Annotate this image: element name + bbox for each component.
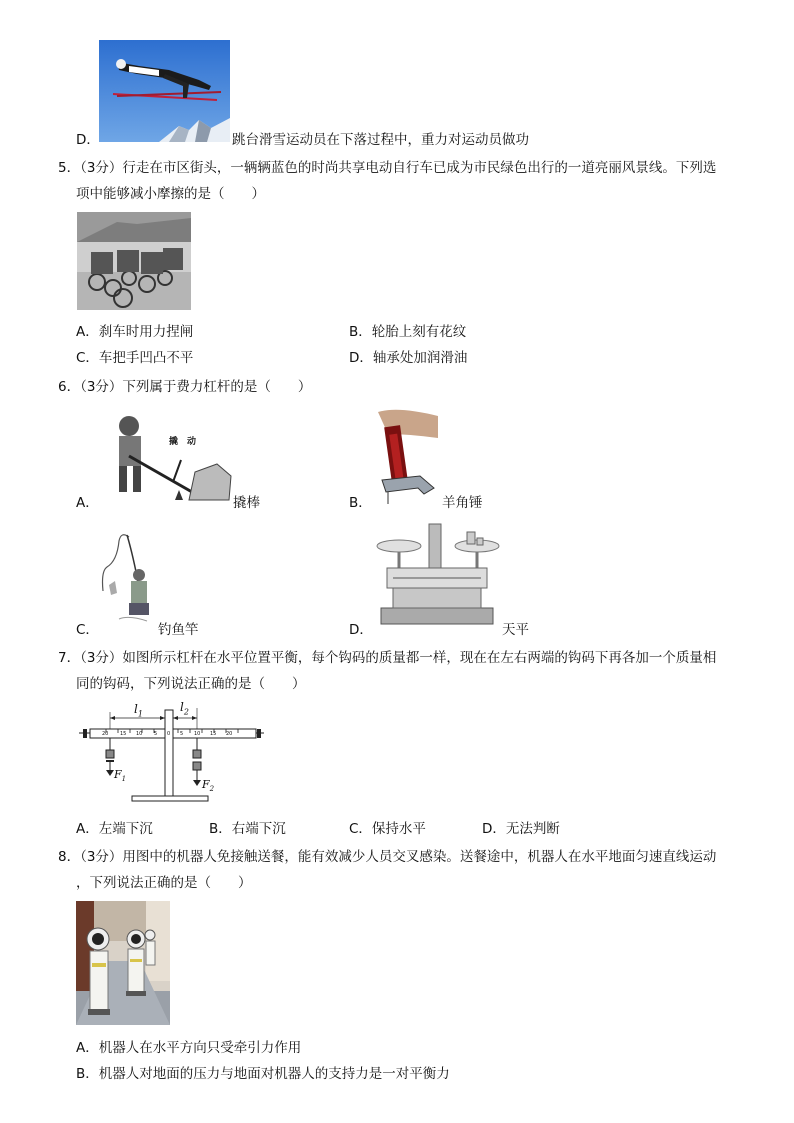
q5-stem-line2: 项中能够减小摩擦的是（ ） — [76, 186, 265, 202]
q8-stem-line1: 8．（3分）用图中的机器人免接触送餐，能有效减少人员交叉感染。送餐途中，机器人在水平地面匀速直线运动 — [58, 849, 717, 865]
q7-option-a: A．左端下沉 — [76, 821, 153, 837]
scale-right-20: 20 — [226, 731, 233, 737]
q8-option-b: B．机器人对地面的压力与地面对机器人的支持力是一对平衡力 — [76, 1066, 450, 1082]
scale-left-20: 20 — [102, 731, 109, 737]
scale-center-0: 0 — [167, 731, 171, 737]
scale-left-10: 10 — [136, 731, 143, 737]
shared-bikes-image — [77, 212, 191, 310]
q4-option-d-label: D． — [76, 132, 100, 148]
q5-option-d: D．轴承处加润滑油 — [349, 350, 468, 366]
q6-option-b-text: 羊角锤 — [442, 495, 483, 511]
q6-option-b-label: B． — [349, 495, 372, 511]
label-l2 — [180, 700, 189, 716]
q6-option-c-text: 钓鱼竿 — [158, 622, 199, 638]
q5-option-b: B．轮胎上刻有花纹 — [349, 324, 467, 340]
q6-option-d-text: 天平 — [502, 622, 529, 638]
q5-stem-line1: 5．（3分）行走在市区街头，一辆辆蓝色的时尚共享电动自行车已成为市民绿色出行的一道亮丽风景线。下列选 — [58, 160, 717, 176]
q6-option-a-label: A． — [76, 495, 99, 511]
lever-diagram — [76, 700, 266, 810]
q7-option-c: C．保持水平 — [349, 821, 426, 837]
label-f2-sub: 2 — [209, 785, 215, 794]
claw-hammer-image — [368, 404, 442, 506]
scale-right-5: 5 — [180, 731, 184, 737]
crowbar-image — [99, 410, 235, 504]
label-f1 — [114, 768, 126, 783]
q7-stem-line2: 同的钩码，下列说法正确的是（ ） — [76, 676, 306, 692]
q7-option-b: B．右端下沉 — [209, 821, 286, 837]
q4-option-d-text: 跳台滑雪运动员在下落过程中，重力对运动员做功 — [232, 132, 529, 148]
label-f2-letter: F — [202, 778, 210, 791]
label-f1-sub: 1 — [121, 775, 127, 784]
q6-option-c-label: C． — [76, 622, 99, 638]
label-l1-letter: l — [134, 702, 138, 716]
q6-option-d-label: D． — [349, 622, 373, 638]
scale-left-15: 15 — [120, 731, 127, 737]
q7-stem-line1: 7．（3分）如图所示杠杆在水平位置平衡，每个钩码的质量都一样，现在在左右两端的钩码下再各加一个质量相 — [58, 650, 717, 666]
q8-stem-line2: ，下列说法正确的是（ ） — [76, 875, 252, 891]
label-f2 — [202, 778, 214, 793]
label-l1-sub: 1 — [137, 709, 143, 719]
q5-option-a: A．刹车时用力捏闸 — [76, 324, 194, 340]
crowbar-image-caption: 撬 动 — [169, 437, 197, 447]
delivery-robot-image — [76, 901, 170, 1025]
label-f1-letter: F — [114, 768, 122, 781]
label-l2-letter: l — [180, 700, 184, 714]
ski-jump-image — [99, 40, 230, 142]
scale-right-15: 15 — [210, 731, 217, 737]
fishing-rod-image — [99, 531, 157, 627]
balance-scale-image — [373, 518, 501, 630]
label-l1 — [134, 702, 143, 718]
scale-left-5: 5 — [154, 731, 158, 737]
q6-option-a-text: 撬棒 — [233, 495, 260, 511]
q5-option-c: C．车把手凹凸不平 — [76, 350, 194, 366]
scale-right-10: 10 — [194, 731, 201, 737]
q8-option-a: A．机器人在水平方向只受牵引力作用 — [76, 1040, 302, 1056]
q7-option-d: D．无法判断 — [482, 821, 560, 837]
label-l2-sub: 2 — [183, 707, 189, 717]
q6-stem: 6．（3分）下列属于费力杠杆的是（ ） — [58, 379, 312, 395]
